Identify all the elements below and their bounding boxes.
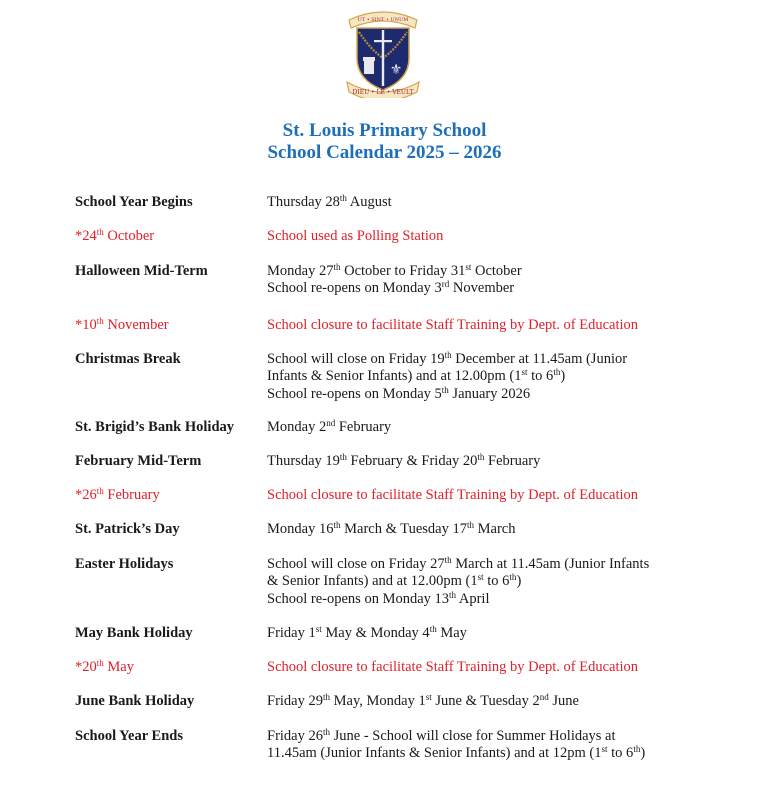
ordinal-suffix: th: [96, 486, 104, 496]
text-segment: St. Patrick’s Day: [75, 521, 180, 537]
ordinal-suffix: nd: [539, 692, 549, 702]
detail-line: [267, 521, 707, 538]
event-detail: [267, 521, 707, 538]
text-segment: May: [103, 659, 134, 675]
ordinal-suffix: th: [633, 744, 641, 755]
event-label: [75, 556, 173, 573]
ordinal-suffix: th: [441, 384, 449, 395]
detail-line: [267, 591, 707, 608]
crest-bottom-motto: DIEU • LE • VEULT: [352, 89, 414, 96]
event-detail: [267, 419, 707, 436]
ordinal-suffix: st: [477, 572, 484, 583]
text-segment: School closure to facilitate Staff Training by Dept. of Education: [267, 317, 639, 333]
detail-line: [267, 419, 707, 436]
detail-line: [267, 745, 707, 762]
text-segment: November: [103, 317, 169, 333]
ordinal-suffix: th: [466, 520, 474, 530]
text-segment: October: [471, 263, 522, 279]
ordinal-suffix: st: [315, 624, 322, 634]
event-detail: [267, 728, 707, 763]
event-label: [75, 263, 208, 280]
text-segment: School re-opens on Monday 3: [267, 280, 442, 297]
event-label: [75, 487, 160, 504]
event-label: [75, 521, 180, 538]
detail-line: [267, 573, 707, 590]
text-segment: Christmas Break: [75, 351, 181, 367]
text-segment: to 6: [527, 368, 554, 385]
event-detail: [267, 453, 707, 470]
event-label: [75, 728, 183, 745]
text-segment: Friday 29: [267, 693, 323, 709]
detail-line: [267, 280, 707, 297]
crest-icon: [343, 6, 423, 98]
text-segment: October to Friday 31: [340, 263, 466, 279]
ordinal-suffix: th: [429, 624, 437, 634]
document-header: [0, 120, 769, 164]
event-label: [75, 419, 234, 436]
text-segment: St. Brigid’s Bank Holiday: [75, 419, 235, 435]
event-label: [75, 194, 193, 211]
text-segment: to 6: [483, 573, 510, 590]
text-segment: School re-opens on Monday 13: [267, 590, 450, 607]
event-detail: [267, 351, 707, 403]
ordinal-suffix: th: [477, 452, 485, 462]
text-segment: ): [560, 368, 566, 385]
event-label: [75, 453, 201, 470]
text-segment: Monday 2: [267, 419, 327, 435]
text-segment: March & Tuesday 17: [340, 521, 467, 537]
text-segment: March: [473, 521, 516, 537]
ordinal-suffix: st: [465, 262, 472, 272]
text-segment: March at 11.45am (Junior Infants: [451, 556, 650, 572]
ordinal-suffix: th: [322, 727, 330, 737]
detail-line: [267, 228, 707, 245]
text-segment: School Year Begins: [75, 194, 193, 210]
text-segment: Thursday 19: [267, 453, 340, 469]
detail-line: [267, 351, 707, 368]
text-segment: School will close on Friday 27: [267, 556, 445, 572]
ordinal-suffix: th: [449, 589, 457, 600]
text-segment: February: [103, 487, 160, 503]
event-detail: [267, 556, 707, 608]
text-segment: Infants & Senior Infants) and at 12.00pm (1: [267, 368, 522, 385]
text-segment: January 2026: [448, 385, 531, 402]
text-segment: May & Monday 4: [321, 625, 430, 641]
ordinal-suffix: nd: [326, 418, 336, 428]
detail-line: [267, 453, 707, 470]
school-name: St. Louis Primary School: [282, 120, 487, 141]
event-label: [75, 625, 193, 642]
ordinal-suffix: th: [444, 555, 452, 565]
text-segment: February Mid-Term: [75, 453, 202, 469]
event-detail: [267, 317, 707, 334]
crest-top-motto: UT • SINT • UNUM: [357, 17, 409, 23]
ordinal-suffix: th: [509, 572, 517, 583]
ordinal-suffix: th: [333, 262, 341, 272]
detail-line: [267, 625, 707, 642]
text-segment: April: [456, 590, 490, 607]
text-segment: School used as Polling Station: [267, 228, 444, 244]
detail-line: [267, 317, 707, 334]
text-segment: *10: [75, 317, 97, 333]
event-detail: [267, 263, 707, 298]
text-segment: ): [516, 573, 522, 590]
event-label: [75, 228, 154, 245]
text-segment: June & Tuesday 2: [431, 693, 540, 709]
event-label: [75, 693, 194, 710]
text-segment: February: [484, 453, 541, 469]
text-segment: November: [449, 280, 515, 297]
text-segment: Thursday 28: [267, 194, 340, 210]
detail-line: [267, 194, 707, 211]
text-segment: School closure to facilitate Staff Training by Dept. of Education: [267, 659, 639, 675]
detail-line: [267, 263, 707, 280]
text-segment: May Bank Holiday: [75, 625, 193, 641]
ordinal-suffix: th: [322, 692, 330, 702]
text-segment: *26: [75, 487, 97, 503]
text-segment: May, Monday 1: [330, 693, 426, 709]
ordinal-suffix: th: [96, 227, 104, 237]
text-segment: Halloween Mid-Term: [75, 263, 208, 279]
text-segment: *20: [75, 659, 97, 675]
text-segment: School closure to facilitate Staff Training by Dept. of Education: [267, 487, 639, 503]
text-segment: June: [548, 693, 579, 709]
text-segment: May: [436, 625, 467, 641]
text-segment: August: [346, 194, 392, 210]
ordinal-suffix: th: [553, 367, 561, 378]
ordinal-suffix: th: [96, 316, 104, 326]
detail-line: [267, 659, 707, 676]
text-segment: Friday 26: [267, 728, 323, 744]
ordinal-suffix: th: [333, 520, 341, 530]
detail-line: [267, 368, 707, 385]
text-segment: February: [335, 419, 392, 435]
ordinal-suffix: th: [444, 350, 452, 360]
text-segment: & Senior Infants) and at 12.00pm (1: [267, 573, 478, 590]
text-segment: Easter Holidays: [75, 556, 174, 572]
text-segment: 11.45am (Junior Infants & Senior Infants) and at 12pm (1: [267, 745, 602, 762]
event-detail: [267, 659, 707, 676]
event-label: [75, 351, 181, 368]
text-segment: February & Friday 20: [346, 453, 478, 469]
school-crest-logo: [343, 6, 423, 98]
ordinal-suffix: th: [339, 193, 347, 203]
text-segment: School will close on Friday 19: [267, 351, 445, 367]
detail-line: [267, 556, 707, 573]
event-label: [75, 317, 169, 334]
text-segment: Friday 1: [267, 625, 316, 641]
text-segment: School re-opens on Monday 5: [267, 385, 442, 402]
detail-line: [267, 728, 707, 745]
event-detail: [267, 625, 707, 642]
text-segment: October: [103, 228, 155, 244]
ordinal-suffix: rd: [441, 279, 450, 290]
text-segment: Monday 16: [267, 521, 334, 537]
text-segment: June - School will close for Summer Holidays at: [330, 728, 616, 744]
detail-line: [267, 386, 707, 403]
event-detail: [267, 194, 707, 211]
text-segment: ): [640, 745, 646, 762]
text-segment: School Year Ends: [75, 728, 183, 744]
ordinal-suffix: st: [521, 367, 528, 378]
text-segment: December at 11.45am (Junior: [451, 351, 628, 367]
detail-line: [267, 487, 707, 504]
ordinal-suffix: th: [96, 658, 104, 668]
event-label: [75, 659, 134, 676]
text-segment: Monday 27: [267, 263, 334, 279]
event-detail: [267, 228, 707, 245]
text-segment: June Bank Holiday: [75, 693, 195, 709]
text-segment: to 6: [607, 745, 634, 762]
event-detail: [267, 693, 707, 710]
svg-text:⚜: ⚜: [389, 62, 403, 78]
detail-line: [267, 693, 707, 710]
text-segment: *24: [75, 228, 97, 244]
ordinal-suffix: st: [601, 744, 608, 755]
calendar-title: School Calendar 2025 – 2026: [267, 142, 502, 163]
ordinal-suffix: st: [425, 692, 432, 702]
ordinal-suffix: th: [339, 452, 347, 462]
event-detail: [267, 487, 707, 504]
